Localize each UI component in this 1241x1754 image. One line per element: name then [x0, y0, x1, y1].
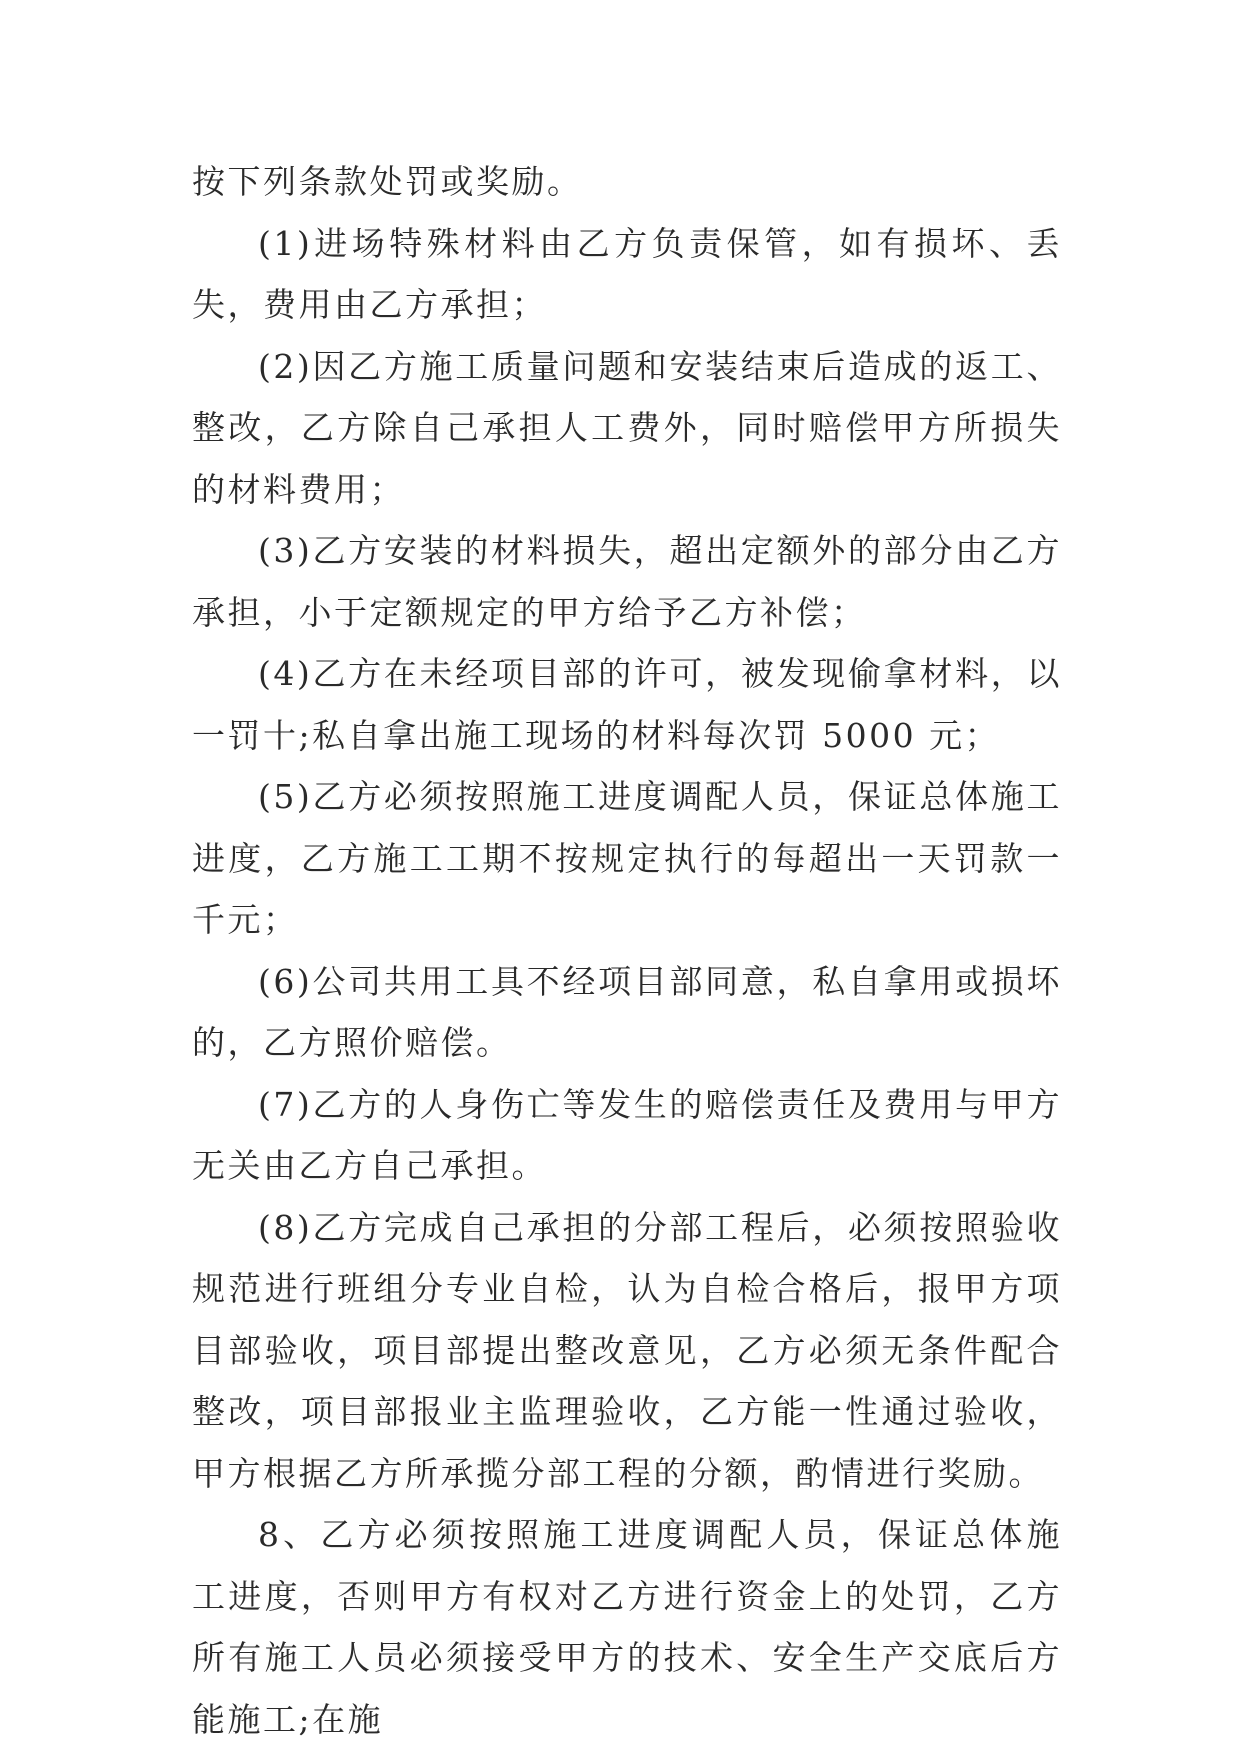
paragraph-intro: 按下列条款处罚或奖励。 [192, 162, 583, 201]
paragraph-item-8: (8)乙方完成自己承担的分部工程后，必须按照验收规范进行班组分专业自检，认为自检合格后，报甲方项目部验收，项目部提出整改意见，乙方必须无条件配合整改，项目部报业主监理验收，乙方能一性通过验收，甲方根据乙方所承揽分部工程的分额，酌情进行奖励。 [192, 1207, 1062, 1493]
paragraph-item-5: (5)乙方必须按照施工进度调配人员，保证总体施工进度，乙方施工工期不按规定执行的每超出一天罚款一千元； [192, 777, 1062, 939]
paragraph-item-3: (3)乙方安装的材料损失，超出定额外的部分由乙方承担，小于定额规定的甲方给予乙方补偿； [192, 531, 1062, 632]
paragraph-item-4: (4)乙方在未经项目部的许可，被发现偷拿材料，以一罚十;私自拿出施工现场的材料每次罚 5000 元； [192, 654, 1062, 755]
paragraph-item-2: (2)因乙方施工质量问题和安装结束后造成的返工、整改，乙方除自己承担人工费外，同时赔偿甲方所损失的材料费用； [192, 346, 1062, 509]
paragraph-item-1: (1)进场特殊材料由乙方负责保管，如有损坏、丢失，费用由乙方承担； [192, 223, 1062, 324]
paragraph-item-7: (7)乙方的人身伤亡等发生的赔偿责任及费用与甲方无关由乙方自己承担。 [192, 1084, 1062, 1185]
paragraph-item-6: (6)公司共用工具不经项目部同意，私自拿用或损坏的，乙方照价赔偿。 [192, 961, 1062, 1062]
paragraph-clause-8: 8、乙方必须按照施工进度调配人员，保证总体施工进度，否则甲方有权对乙方进行资金上的处罚，乙方所有施工人员必须接受甲方的技术、安全生产交底后方能施工;在施 [192, 1515, 1062, 1739]
document-page [192, 151, 1062, 1750]
